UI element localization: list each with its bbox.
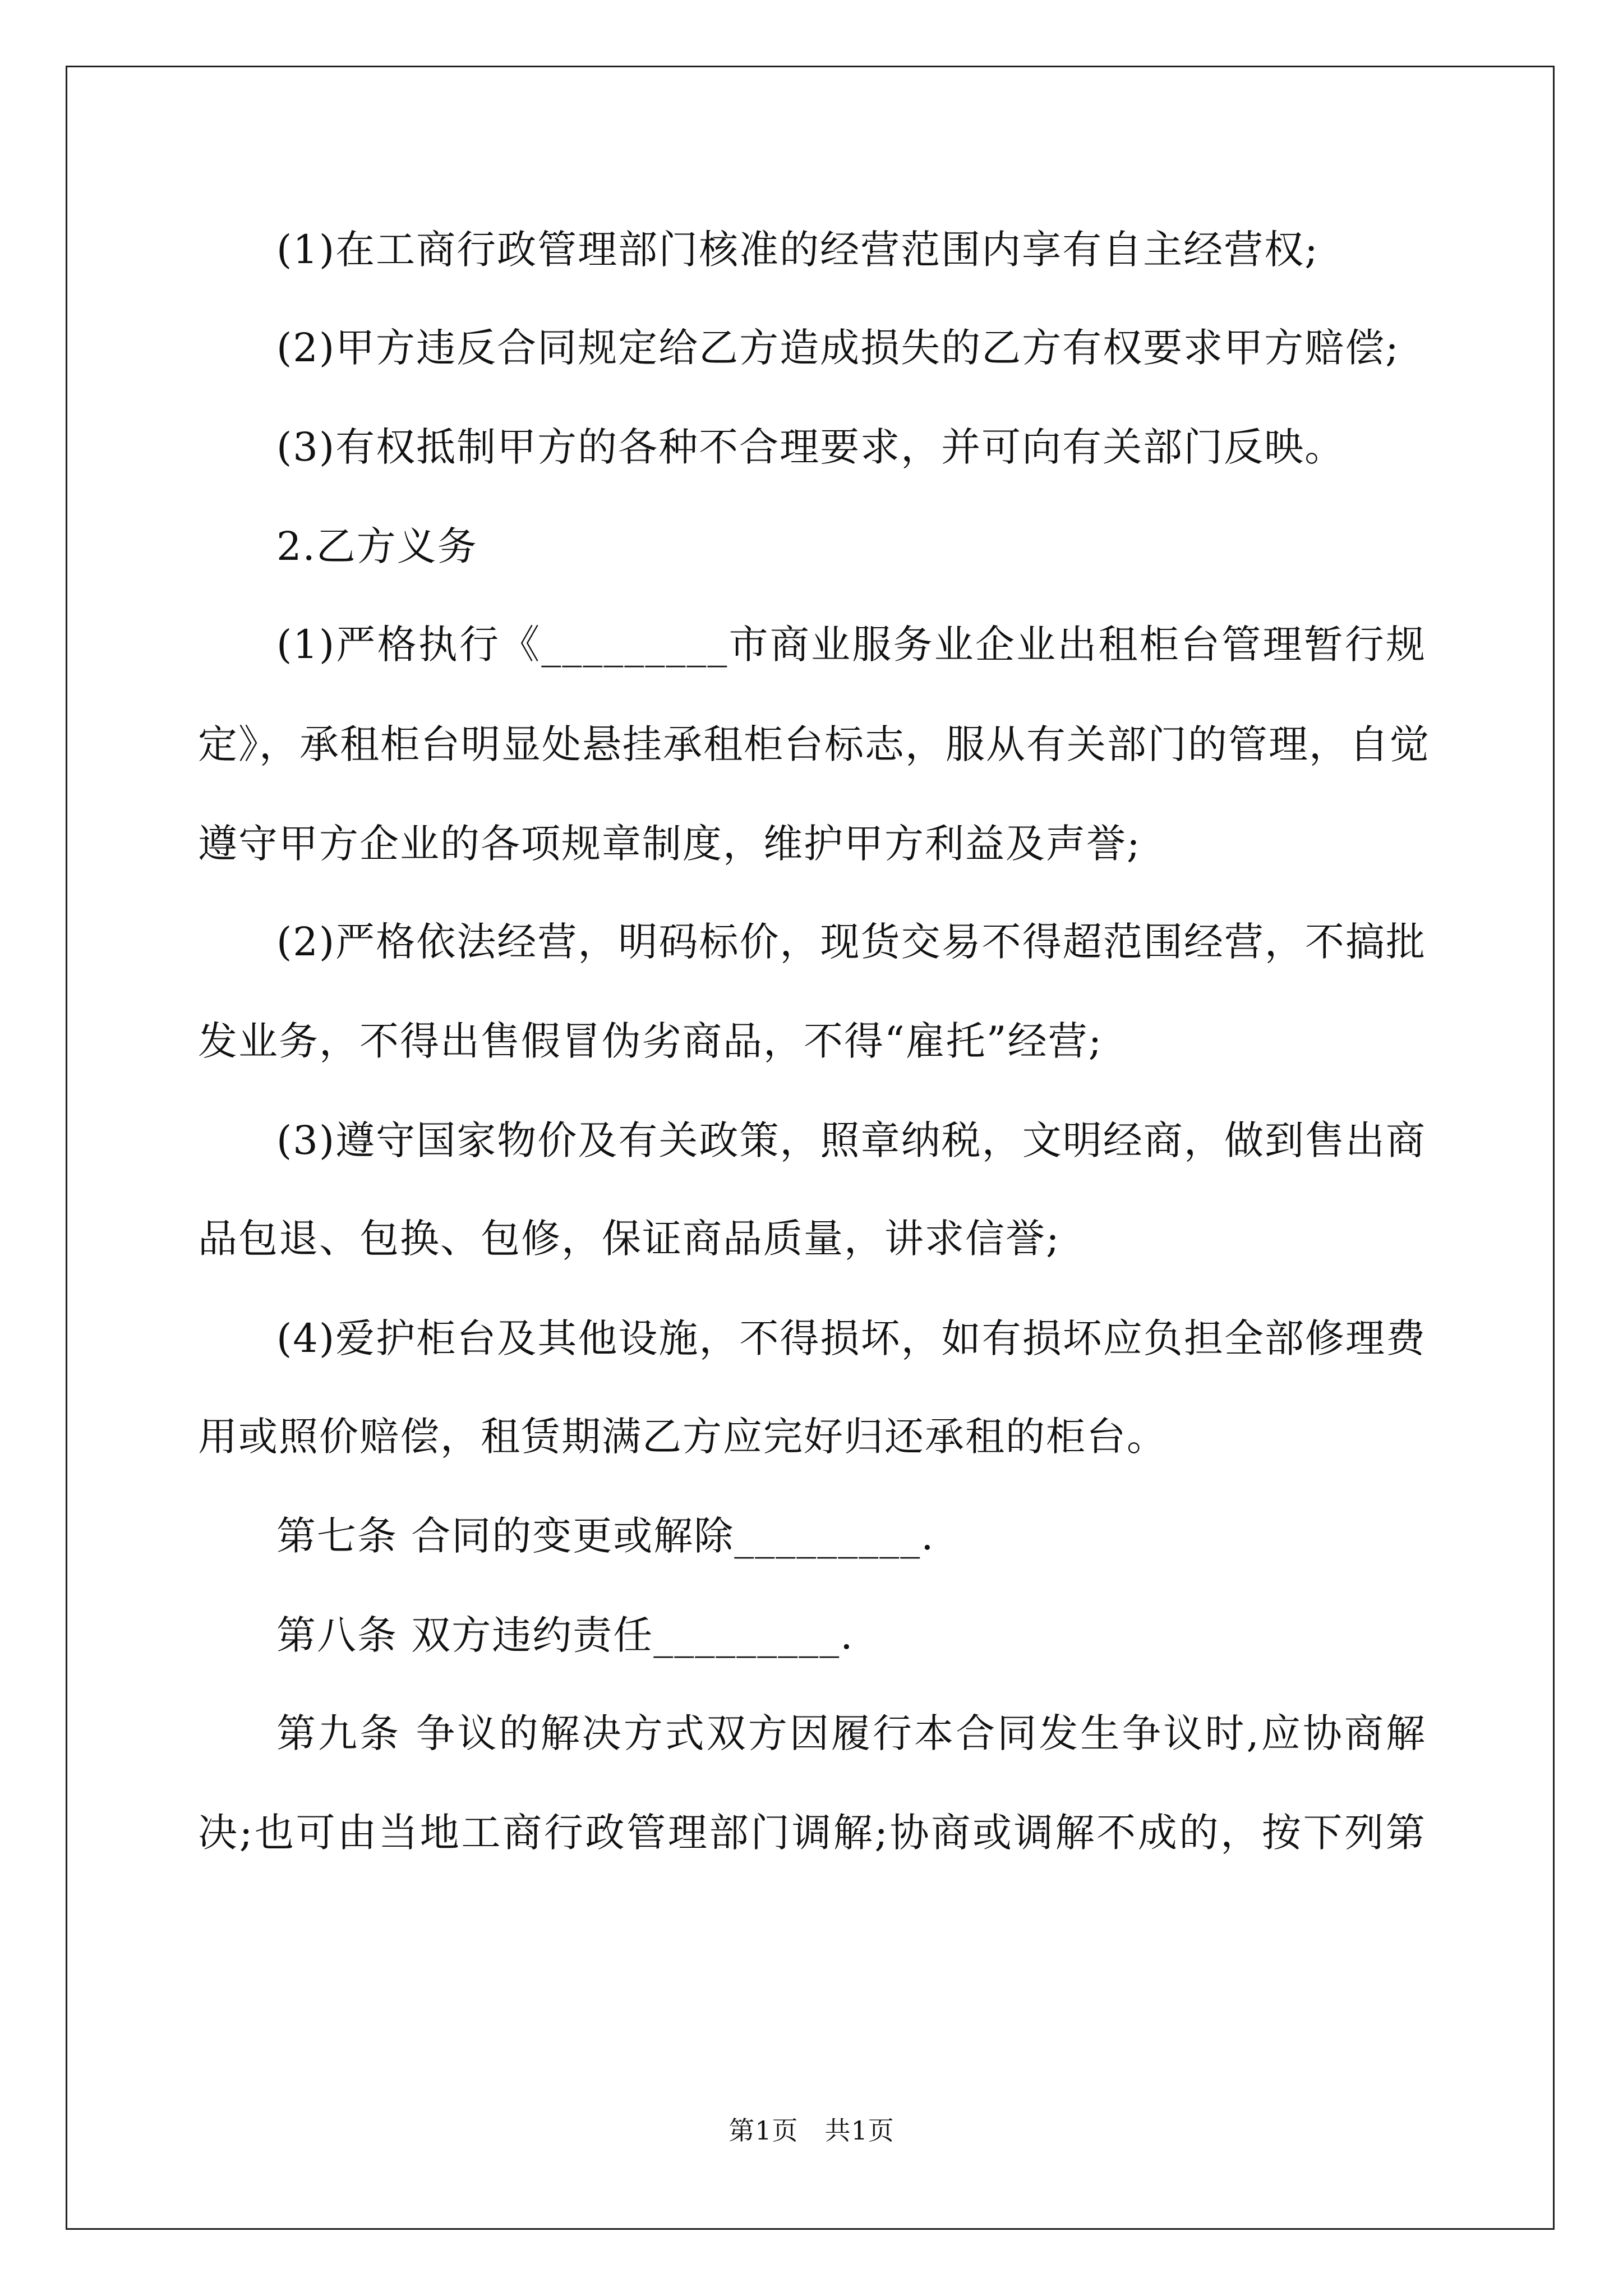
paragraph-line: 品包退、包换、包修，保证商品质量，讲求信誉; (198, 1216, 1061, 1262)
paragraph-line: (4)爱护柜台及其他设施，不得损坏，如有损坏应负担全部修理费 (276, 1315, 1426, 1361)
paragraph-line: (2)甲方违反合同规定给乙方造成损失的乙方有权要求甲方赔偿; (276, 325, 1400, 371)
article-line: 第七条 合同的变更或解除_________. (276, 1513, 935, 1559)
page-number: 第1页 共1页 (728, 2115, 895, 2146)
paragraph-line: 决;也可由当地工商行政管理部门调解;协商或调解不成的，按下列第 (198, 1810, 1426, 1856)
paragraph-line: (3)遵守国家物价及有关政策，照章纳税，文明经商，做到售出商 (276, 1117, 1426, 1163)
section-heading: 2.乙方义务 (276, 523, 478, 569)
article-line: 第八条 双方违约责任_________. (276, 1612, 854, 1658)
paragraph-line: 遵守甲方企业的各项规章制度，维护甲方利益及声誉; (198, 821, 1141, 867)
paragraph-line: 发业务，不得出售假冒伪劣商品，不得“雇托”经营; (198, 1018, 1103, 1064)
paragraph-line: (1)在工商行政管理部门核准的经营范围内享有自主经营权; (276, 227, 1319, 273)
article-line: 第九条 争议的解决方式双方因履行本合同发生争议时,应协商解 (276, 1710, 1426, 1756)
paragraph-line: 用或照价赔偿，租赁期满乙方应完好归还承租的柜台。 (198, 1414, 1167, 1460)
paragraph-line: (1)严格执行《_________市商业服务业企业出租柜台管理暂行规 (276, 622, 1426, 668)
paragraph-line: (3)有权抵制甲方的各种不合理要求，并可向有关部门反映。 (276, 424, 1345, 470)
paragraph-line: (2)严格依法经营，明码标价，现货交易不得超范围经营，不搞批 (276, 919, 1426, 965)
paragraph-line: 定》，承租柜台明显处悬挂承租柜台标志，服从有关部门的管理，自觉 (198, 721, 1430, 767)
